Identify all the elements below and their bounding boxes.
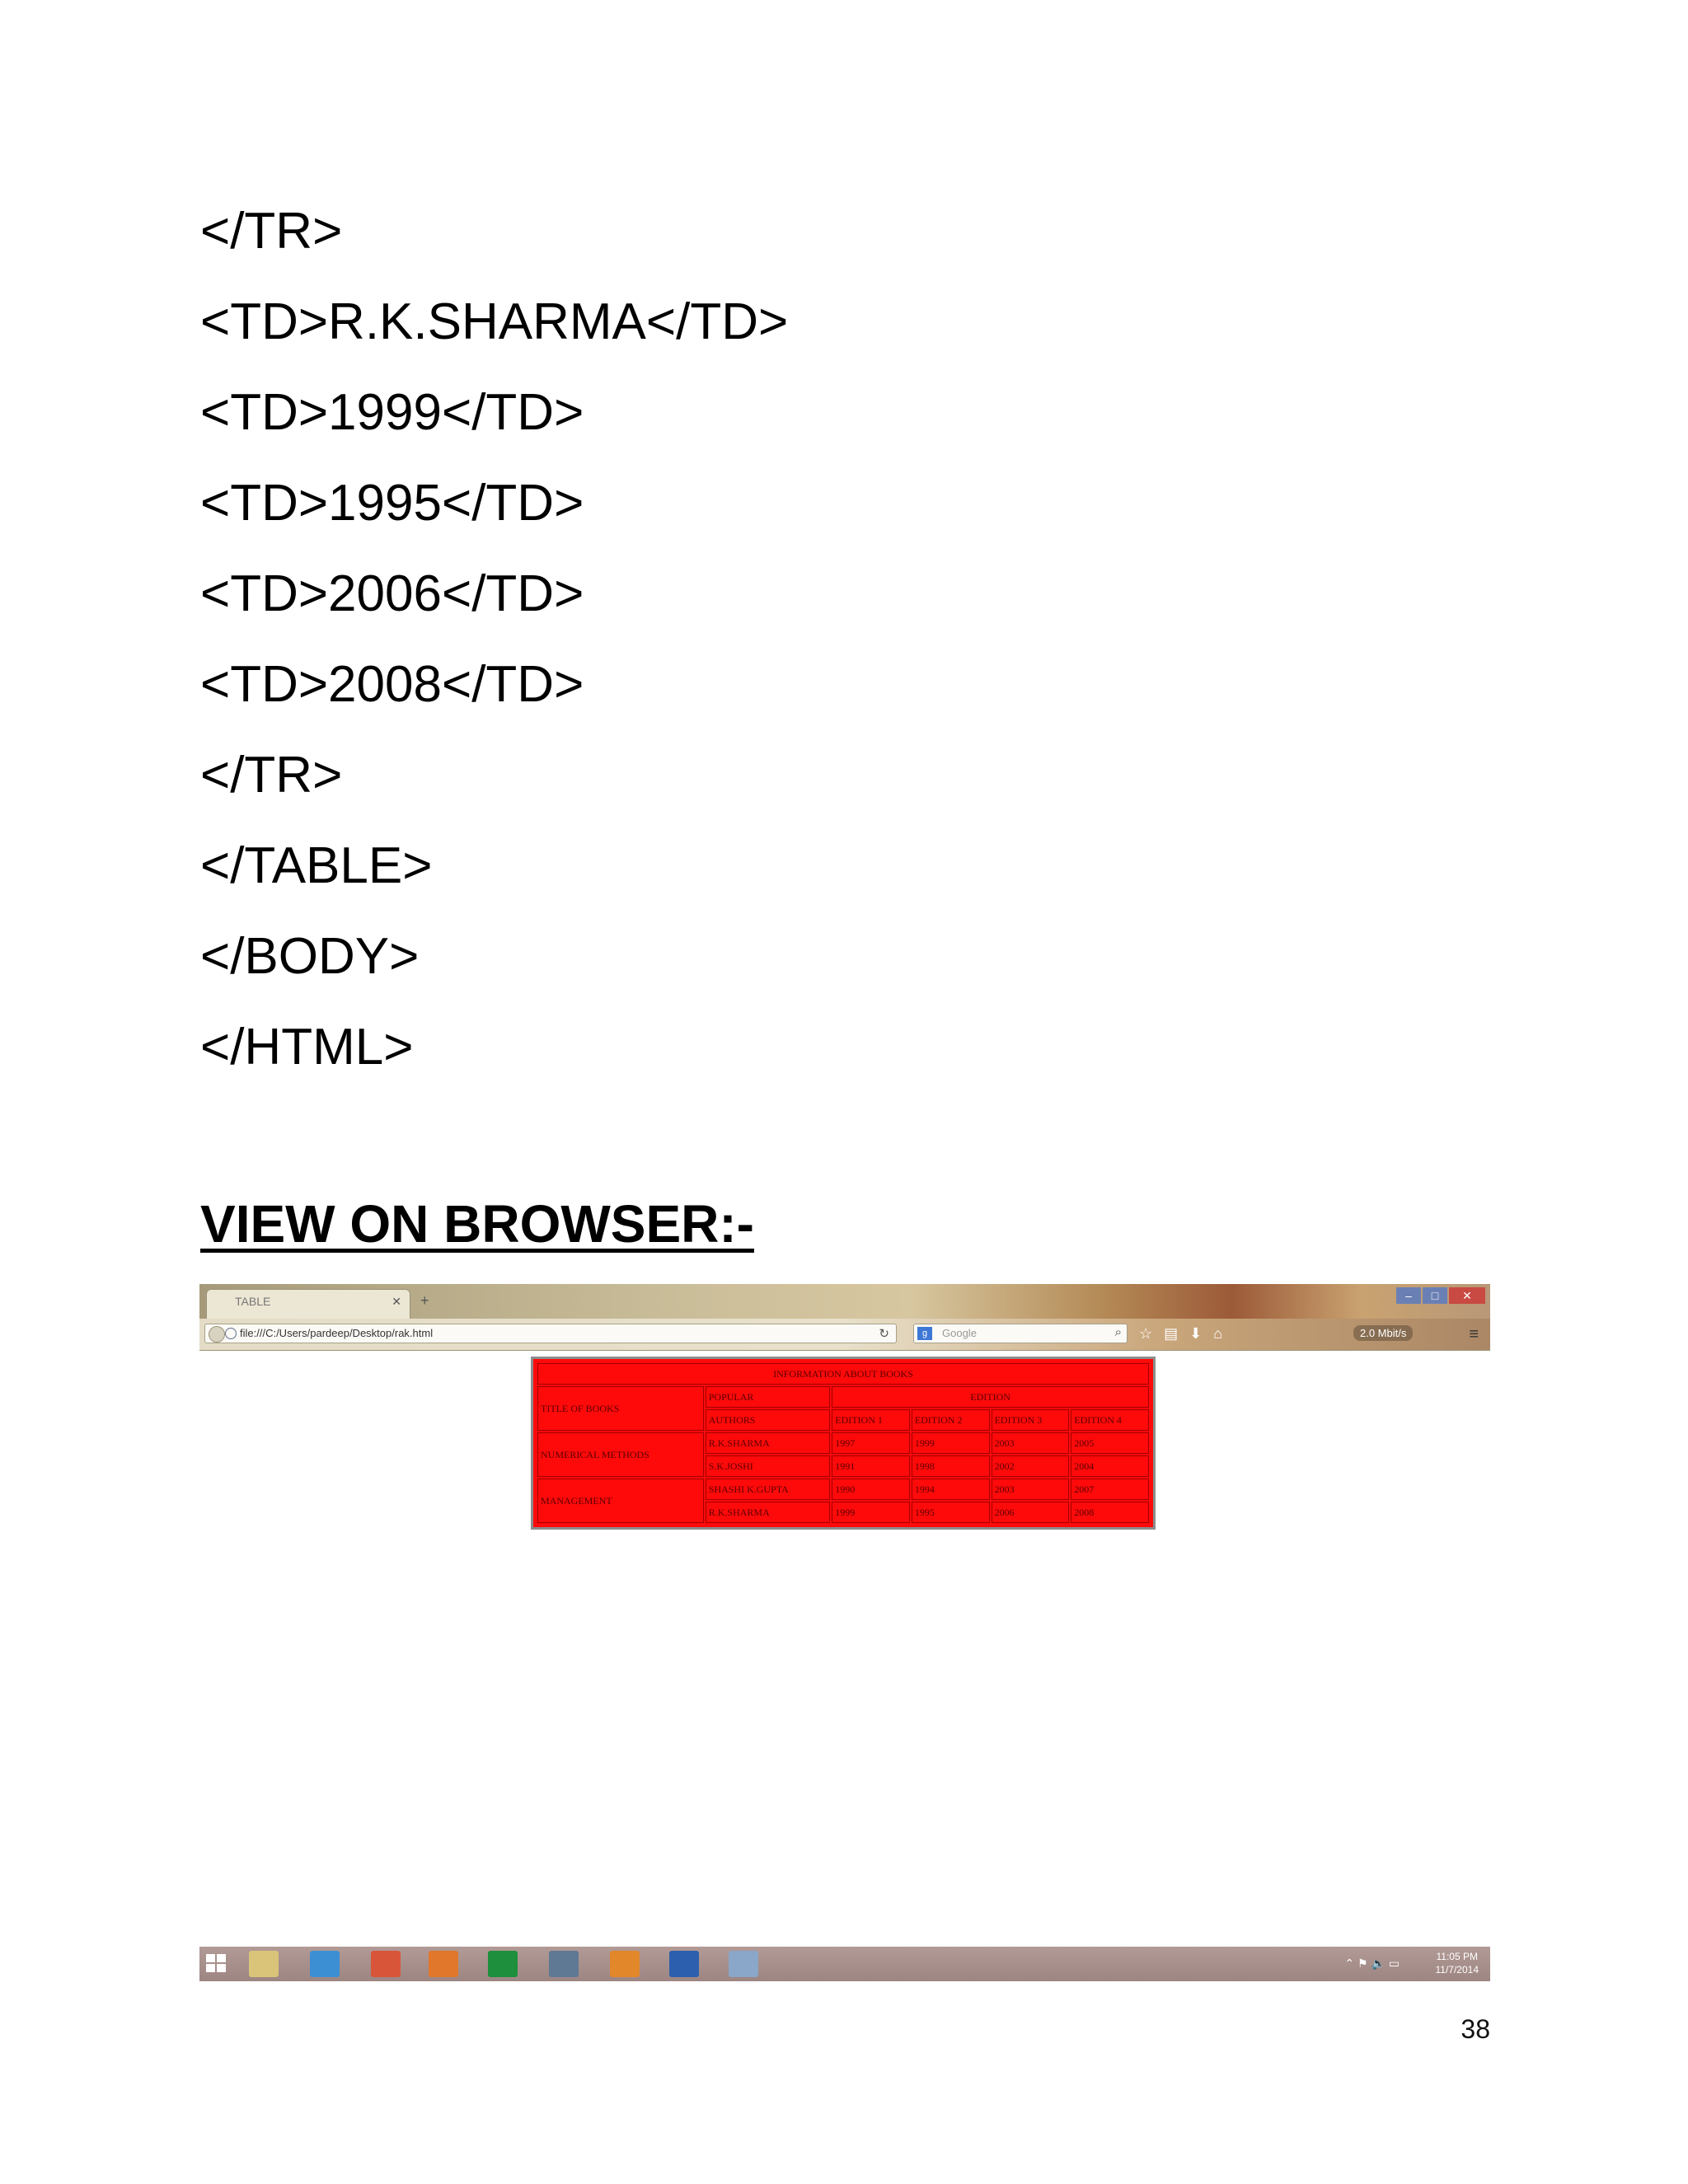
code-line: <TD>2008</TD> bbox=[200, 656, 584, 713]
year-cell: 2003 bbox=[992, 1432, 1070, 1454]
books-table bbox=[531, 1357, 1156, 1530]
toolbar-icons bbox=[1139, 1325, 1222, 1343]
window-controls bbox=[1395, 1287, 1485, 1305]
browser-navbar bbox=[199, 1319, 1490, 1351]
browser-titlebar bbox=[199, 1284, 1490, 1319]
firefox-icon[interactable] bbox=[429, 1951, 458, 1977]
year-cell: 1999 bbox=[912, 1432, 990, 1454]
code-line: </TR> bbox=[200, 747, 343, 804]
code-line: <TD>1995</TD> bbox=[200, 475, 584, 532]
popular-header: POPULAR bbox=[706, 1386, 831, 1408]
maximize-icon[interactable]: □ bbox=[1423, 1287, 1447, 1304]
system-tray-icons[interactable]: ⌃ ⚑ 🔈 ▭ bbox=[1344, 1957, 1400, 1970]
search-input[interactable] bbox=[913, 1324, 1128, 1343]
new-tab-icon[interactable]: + bbox=[420, 1292, 429, 1309]
year-cell: 2004 bbox=[1071, 1455, 1149, 1477]
year-cell: 2007 bbox=[1071, 1479, 1149, 1500]
taskbar-clock[interactable] bbox=[1436, 1950, 1479, 1976]
bookmarks-icon[interactable]: ▤ bbox=[1164, 1325, 1179, 1342]
table-row bbox=[537, 1479, 1149, 1500]
edition-header: EDITION bbox=[832, 1386, 1149, 1408]
code-line: </TR> bbox=[200, 203, 343, 260]
authors-header: AUTHORS bbox=[706, 1409, 831, 1431]
table-row bbox=[537, 1432, 1149, 1454]
code-line: </HTML> bbox=[200, 1019, 414, 1076]
edition-col-header: EDITION 2 bbox=[912, 1409, 990, 1431]
author-cell: SHASHI K.GUPTA bbox=[706, 1479, 831, 1500]
table-caption: INFORMATION ABOUT BOOKS bbox=[537, 1363, 1149, 1385]
section-heading: VIEW ON BROWSER:- bbox=[200, 1194, 754, 1254]
google-icon: g bbox=[917, 1327, 932, 1340]
windows-start-icon[interactable] bbox=[206, 1954, 227, 1974]
word-icon[interactable] bbox=[669, 1951, 699, 1977]
code-line: <TD>R.K.SHARMA</TD> bbox=[200, 293, 789, 350]
year-cell: 2008 bbox=[1071, 1502, 1149, 1523]
clock-time: 11:05 PM bbox=[1436, 1951, 1478, 1962]
year-cell: 2003 bbox=[992, 1479, 1070, 1500]
window-close-icon[interactable]: ✕ bbox=[1449, 1287, 1485, 1304]
download-icon[interactable]: ⬇ bbox=[1189, 1325, 1203, 1342]
page-number: 38 bbox=[1461, 2014, 1490, 2044]
year-cell: 1997 bbox=[832, 1432, 910, 1454]
book-title: MANAGEMENT bbox=[537, 1479, 704, 1523]
author-cell: R.K.SHARMA bbox=[706, 1432, 831, 1454]
year-cell: 1994 bbox=[912, 1479, 990, 1500]
browser-tab[interactable] bbox=[206, 1289, 410, 1319]
speed-indicator: 2.0 Mbit/s bbox=[1353, 1325, 1413, 1341]
menu-icon[interactable]: ≡ bbox=[1469, 1325, 1479, 1343]
year-cell: 1998 bbox=[912, 1455, 990, 1477]
title-header: TITLE OF BOOKS bbox=[537, 1386, 704, 1431]
author-cell: S.K.JOSHI bbox=[706, 1455, 831, 1477]
author-cell: R.K.SHARMA bbox=[706, 1502, 831, 1523]
url-text: file:///C:/Users/pardeep/Desktop/rak.html bbox=[240, 1327, 434, 1339]
file-explorer-icon[interactable] bbox=[249, 1951, 279, 1977]
clock-date: 11/7/2014 bbox=[1435, 1964, 1479, 1975]
bookmark-star-icon[interactable]: ☆ bbox=[1139, 1325, 1153, 1342]
year-cell: 1995 bbox=[912, 1502, 990, 1523]
code-line: <TD>2006</TD> bbox=[200, 565, 584, 622]
search-icon[interactable]: ⌕ bbox=[1114, 1325, 1122, 1339]
minimize-icon[interactable]: – bbox=[1396, 1287, 1421, 1304]
library-icon[interactable] bbox=[549, 1951, 579, 1977]
year-cell: 2002 bbox=[992, 1455, 1070, 1477]
code-line: </BODY> bbox=[200, 928, 420, 985]
year-cell: 1990 bbox=[832, 1479, 910, 1500]
reload-icon[interactable]: ↻ bbox=[879, 1327, 889, 1341]
close-tab-icon[interactable]: ✕ bbox=[392, 1295, 401, 1308]
book-title: NUMERICAL METHODS bbox=[537, 1432, 704, 1477]
home-icon[interactable]: ⌂ bbox=[1213, 1325, 1223, 1342]
tab-title: TABLE bbox=[235, 1295, 271, 1308]
search-placeholder: Google bbox=[942, 1327, 977, 1339]
browser-screenshot bbox=[199, 1284, 1490, 1981]
year-cell: 1991 bbox=[832, 1455, 910, 1477]
year-cell: 1999 bbox=[832, 1502, 910, 1523]
edition-col-header: EDITION 4 bbox=[1071, 1409, 1149, 1431]
address-bar[interactable] bbox=[204, 1324, 897, 1343]
edition-col-header: EDITION 3 bbox=[992, 1409, 1070, 1431]
excel-icon[interactable] bbox=[488, 1951, 518, 1977]
year-cell: 2005 bbox=[1071, 1432, 1149, 1454]
vlc-icon[interactable] bbox=[610, 1951, 640, 1977]
code-line: </TABLE> bbox=[200, 837, 433, 894]
back-icon[interactable] bbox=[209, 1326, 225, 1343]
chrome-icon[interactable] bbox=[371, 1951, 401, 1977]
windows-taskbar bbox=[199, 1947, 1490, 1981]
code-line: <TD>1999</TD> bbox=[200, 384, 584, 441]
edition-col-header: EDITION 1 bbox=[832, 1409, 910, 1431]
app-icon[interactable] bbox=[729, 1951, 758, 1977]
globe-icon bbox=[225, 1328, 237, 1339]
internet-explorer-icon[interactable] bbox=[310, 1951, 340, 1977]
year-cell: 2006 bbox=[992, 1502, 1070, 1523]
